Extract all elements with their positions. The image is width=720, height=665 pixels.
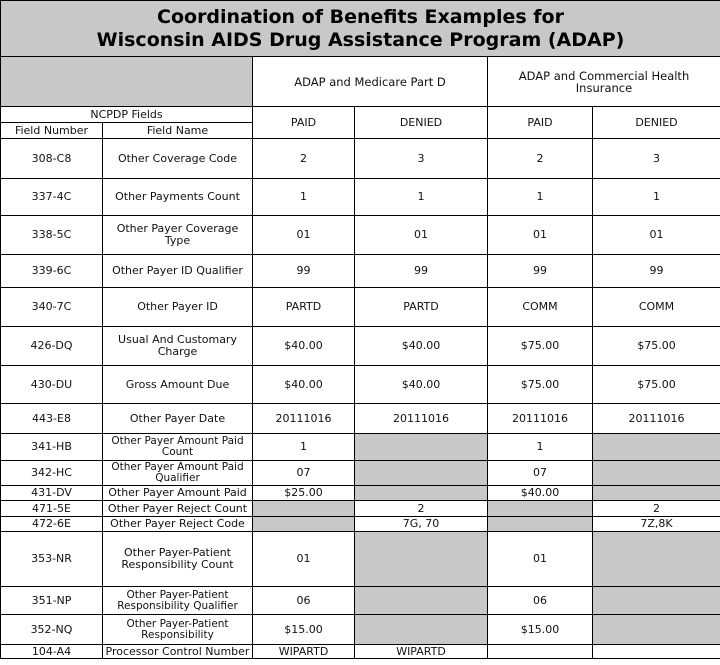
commercial-paid-cell	[488, 645, 593, 659]
field-number-cell: 431-DV	[1, 486, 103, 501]
commercial-denied-cell	[593, 434, 720, 461]
table-row	[1, 517, 720, 532]
table-row	[1, 434, 720, 461]
field-name-cell: Other Payer Amount Paid Count	[103, 434, 253, 461]
field-number-cell: 339-6C	[1, 255, 103, 288]
field-name-cell: Other Payer Reject Code	[103, 517, 253, 532]
commercial-paid-cell: $75.00	[488, 327, 593, 366]
field-name-cell: Gross Amount Due	[103, 366, 253, 404]
commercial-denied-cell	[593, 532, 720, 587]
field-name-cell: Other Payer-Patient Responsibility	[103, 615, 253, 645]
field-name-cell: Other Payments Count	[103, 179, 253, 216]
medicare-denied-cell: 1	[355, 179, 488, 216]
medicare-denied-cell: $40.00	[355, 327, 488, 366]
field-number-cell: 340-7C	[1, 288, 103, 327]
medicare-paid-cell: 99	[253, 255, 355, 288]
title-line-1: Coordination of Benefits Examples for	[157, 5, 564, 28]
commercial-denied-cell: 01	[593, 216, 720, 255]
medicare-paid-cell: $40.00	[253, 327, 355, 366]
field-name-cell: Other Payer Coverage Type	[103, 216, 253, 255]
medicare-denied-cell	[355, 587, 488, 615]
commercial-paid-cell: $75.00	[488, 366, 593, 404]
field-number-cell: 351-NP	[1, 587, 103, 615]
medicare-paid-cell: $25.00	[253, 486, 355, 501]
medicare-paid-cell: $15.00	[253, 615, 355, 645]
field-number-cell: 353-NR	[1, 532, 103, 587]
field-number-cell: 426-DQ	[1, 327, 103, 366]
table-row	[1, 501, 720, 517]
commercial-paid-cell	[488, 517, 593, 532]
commercial-paid-cell: 01	[488, 216, 593, 255]
ncpdp-fields-header: NCPDP Fields	[1, 107, 253, 123]
commercial-paid-cell	[488, 501, 593, 517]
medicare-paid-cell: WIPARTD	[253, 645, 355, 659]
medicare-denied-cell: 7G, 70	[355, 517, 488, 532]
medicare-paid-cell: 1	[253, 434, 355, 461]
field-name-cell: Other Payer ID Qualifier	[103, 255, 253, 288]
table-row	[1, 404, 720, 434]
medicare-denied-cell: $40.00	[355, 366, 488, 404]
field-name-cell: Other Payer Reject Count	[103, 501, 253, 517]
commercial-paid-cell: $40.00	[488, 486, 593, 501]
table-row	[1, 532, 720, 587]
table-title	[1, 1, 720, 57]
field-name-cell: Processor Control Number	[103, 645, 253, 659]
medicare-paid-cell: PARTD	[253, 288, 355, 327]
table-row	[1, 461, 720, 486]
commercial-denied-cell: 99	[593, 255, 720, 288]
commercial-paid-cell: 99	[488, 255, 593, 288]
medicare-paid-cell	[253, 517, 355, 532]
commercial-denied-cell	[593, 461, 720, 486]
commercial-denied-cell: 1	[593, 179, 720, 216]
medicare-paid-cell: 2	[253, 139, 355, 179]
medicare-denied-cell: 01	[355, 216, 488, 255]
field-number-cell: 443-E8	[1, 404, 103, 434]
field-number-cell: 472-6E	[1, 517, 103, 532]
table-row	[1, 366, 720, 404]
commercial-paid-cell: COMM	[488, 288, 593, 327]
field-number-cell: 338-5C	[1, 216, 103, 255]
table-row	[1, 486, 720, 501]
medicare-denied-cell	[355, 532, 488, 587]
table-row	[1, 327, 720, 366]
table-row	[1, 645, 720, 659]
field-number-cell: 342-HC	[1, 461, 103, 486]
field-number-cell: 104-A4	[1, 645, 103, 659]
commercial-denied-cell: $75.00	[593, 327, 720, 366]
field-number-cell: 352-NQ	[1, 615, 103, 645]
commercial-denied-cell	[593, 645, 720, 659]
medicare-denied-cell: 3	[355, 139, 488, 179]
commercial-paid-cell: 2	[488, 139, 593, 179]
table-row	[1, 255, 720, 288]
group-header-commercial: ADAP and Commercial Health Insurance	[488, 57, 720, 107]
commercial-denied-cell	[593, 615, 720, 645]
medicare-paid-cell	[253, 501, 355, 517]
col-denied-medicare: DENIED	[355, 107, 488, 139]
field-name-cell: Other Payer Amount Paid Qualifier	[103, 461, 253, 486]
field-name-cell: Other Payer-Patient Responsibility Qualifier	[103, 587, 253, 615]
field-name-cell: Other Payer Amount Paid	[103, 486, 253, 501]
medicare-paid-cell: 1	[253, 179, 355, 216]
commercial-paid-cell: 07	[488, 461, 593, 486]
commercial-denied-cell: 20111016	[593, 404, 720, 434]
group-header-medicare: ADAP and Medicare Part D	[253, 57, 488, 107]
medicare-denied-cell: 99	[355, 255, 488, 288]
medicare-paid-cell: 01	[253, 532, 355, 587]
commercial-denied-cell: COMM	[593, 288, 720, 327]
field-name-cell: Other Payer Date	[103, 404, 253, 434]
medicare-denied-cell: 2	[355, 501, 488, 517]
commercial-paid-cell: 06	[488, 587, 593, 615]
commercial-paid-cell: $15.00	[488, 615, 593, 645]
medicare-paid-cell: 06	[253, 587, 355, 615]
field-name-cell: Usual And Customary Charge	[103, 327, 253, 366]
field-number-cell: 471-5E	[1, 501, 103, 517]
commercial-paid-cell: 01	[488, 532, 593, 587]
field-name-cell: Other Payer-Patient Responsibility Count	[103, 532, 253, 587]
field-number-cell: 337-4C	[1, 179, 103, 216]
table-row	[1, 139, 720, 179]
col-denied-commercial: DENIED	[593, 107, 720, 139]
medicare-denied-cell	[355, 434, 488, 461]
commercial-denied-cell	[593, 587, 720, 615]
table-row	[1, 288, 720, 327]
table-row	[1, 216, 720, 255]
field-name-cell: Other Coverage Code	[103, 139, 253, 179]
col-field-name: Field Name	[103, 123, 253, 139]
field-number-cell: 430-DU	[1, 366, 103, 404]
medicare-denied-cell	[355, 486, 488, 501]
commercial-denied-cell: 2	[593, 501, 720, 517]
commercial-paid-cell: 1	[488, 434, 593, 461]
col-field-number: Field Number	[1, 123, 103, 139]
commercial-denied-cell: 7Z,8K	[593, 517, 720, 532]
col-paid-commercial: PAID	[488, 107, 593, 139]
table-row	[1, 587, 720, 615]
table-row	[1, 615, 720, 645]
medicare-denied-cell	[355, 615, 488, 645]
medicare-paid-cell: 07	[253, 461, 355, 486]
commercial-denied-cell	[593, 486, 720, 501]
medicare-paid-cell: 01	[253, 216, 355, 255]
medicare-denied-cell: PARTD	[355, 288, 488, 327]
commercial-denied-cell: 3	[593, 139, 720, 179]
field-number-cell: 341-HB	[1, 434, 103, 461]
medicare-denied-cell: 20111016	[355, 404, 488, 434]
medicare-paid-cell: $40.00	[253, 366, 355, 404]
header-blank	[1, 57, 253, 107]
medicare-denied-cell: WIPARTD	[355, 645, 488, 659]
medicare-denied-cell	[355, 461, 488, 486]
medicare-paid-cell: 20111016	[253, 404, 355, 434]
field-number-cell: 308-C8	[1, 139, 103, 179]
field-name-cell: Other Payer ID	[103, 288, 253, 327]
commercial-denied-cell: $75.00	[593, 366, 720, 404]
col-paid-medicare: PAID	[253, 107, 355, 139]
commercial-paid-cell: 1	[488, 179, 593, 216]
title-line-2: Wisconsin AIDS Drug Assistance Program (ADAP)	[96, 28, 625, 51]
table-row	[1, 179, 720, 216]
commercial-paid-cell: 20111016	[488, 404, 593, 434]
